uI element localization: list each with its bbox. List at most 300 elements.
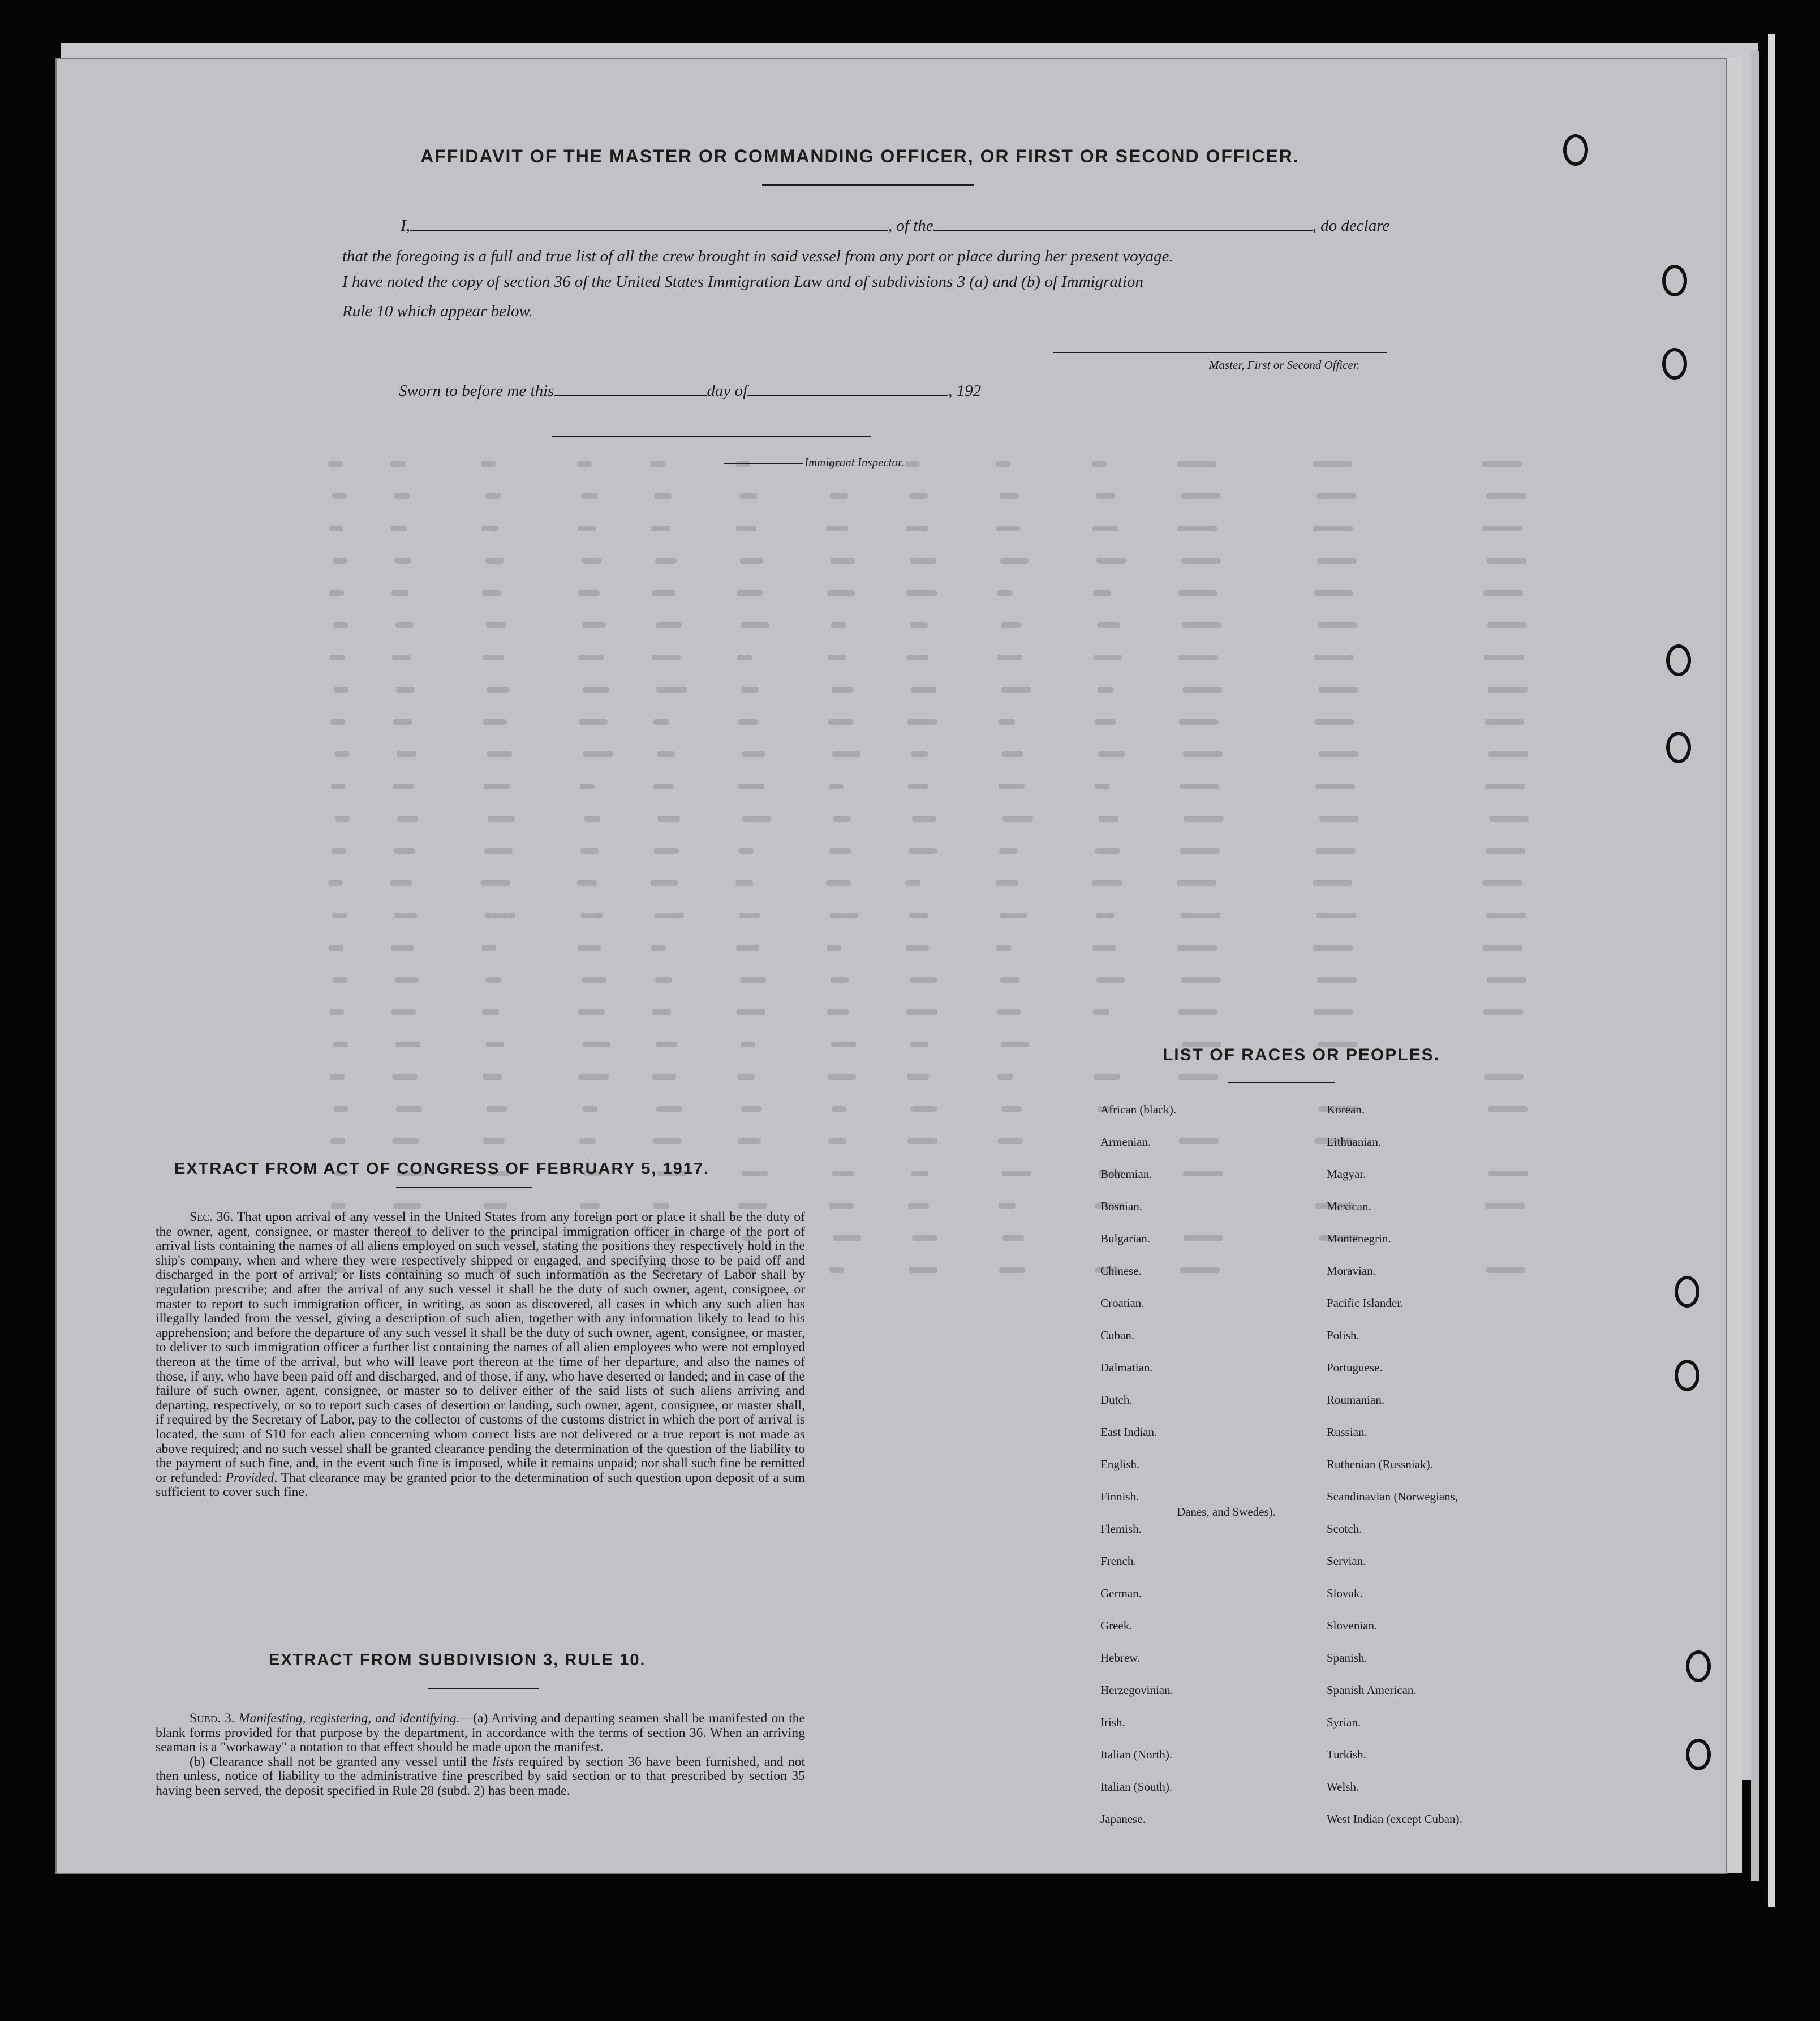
- bleed-through-mark: [831, 622, 846, 628]
- bleed-through-mark: [335, 816, 350, 822]
- bleed-through-mark: [1097, 622, 1120, 628]
- bleed-through-mark: [741, 1042, 755, 1047]
- bleed-through-mark: [738, 719, 758, 725]
- bleed-through-mark: [1098, 687, 1114, 693]
- bleed-through-mark: [483, 719, 507, 725]
- races-title-underline: [1228, 1082, 1335, 1083]
- bleed-through-mark: [582, 977, 606, 983]
- bleed-through-mark: [1319, 751, 1358, 757]
- affidavit-title: AFFIDAVIT OF THE MASTER OR COMMANDING OFFICER, OR FIRST OR SECOND OFFICER.: [420, 146, 1300, 166]
- page-edge: [1768, 34, 1775, 1907]
- bleed-through-mark: [328, 880, 343, 886]
- bleed-through-mark: [652, 1074, 676, 1080]
- bleed-through-mark: [1178, 655, 1218, 660]
- para-b-text: Clearance shall not be granted any vessel until the: [209, 1754, 488, 1769]
- race-item: Welsh.: [1327, 1780, 1359, 1794]
- race-item: Hebrew.: [1100, 1651, 1141, 1665]
- bleed-through-mark: [832, 751, 860, 757]
- bleed-through-mark: [910, 977, 937, 983]
- bleed-through-mark: [578, 1009, 605, 1015]
- bleed-through-mark: [330, 655, 345, 660]
- extract-rule-title: EXTRACT FROM SUBDIVISION 3, RULE 10.: [269, 1651, 646, 1669]
- bleed-through-mark: [484, 784, 510, 789]
- bleed-through-mark: [656, 1106, 682, 1112]
- bleed-through-mark: [1313, 526, 1353, 531]
- race-item: Lithuanian.: [1327, 1135, 1382, 1149]
- bleed-through-mark: [488, 816, 515, 822]
- bleed-through-mark: [826, 880, 851, 886]
- sworn-day-field[interactable]: [554, 382, 707, 396]
- race-item: Mexican.: [1327, 1199, 1371, 1213]
- bleed-through-mark: [1485, 784, 1525, 789]
- bleed-through-mark: [1484, 655, 1524, 660]
- bleed-through-mark: [390, 880, 412, 886]
- bleed-through-mark: [579, 655, 604, 660]
- bleed-through-mark: [333, 622, 348, 628]
- bleed-through-mark: [391, 1009, 416, 1015]
- bleed-through-mark: [651, 945, 666, 951]
- vessel-label: , of the: [888, 217, 933, 235]
- bleed-through-mark: [1482, 880, 1522, 886]
- bleed-through-mark: [1180, 1267, 1220, 1273]
- race-item: Spanish.: [1327, 1651, 1367, 1665]
- bleed-through-mark: [1313, 880, 1352, 886]
- extract-rule-underline: [428, 1688, 539, 1689]
- bleed-through-mark: [1181, 558, 1221, 564]
- race-item: Portuguese.: [1327, 1361, 1383, 1374]
- bleed-through-mark: [393, 1203, 421, 1209]
- bleed-through-mark: [1314, 590, 1353, 596]
- bleed-through-mark: [1315, 784, 1355, 789]
- bleed-through-mark: [1314, 655, 1354, 660]
- bleed-through-mark: [582, 1042, 610, 1047]
- race-item: Ruthenian (Russniak).: [1327, 1457, 1433, 1471]
- bleed-through-mark: [910, 622, 928, 628]
- title-underline: [762, 184, 974, 186]
- bleed-through-mark: [397, 816, 418, 822]
- bleed-through-mark: [1093, 1009, 1109, 1015]
- bleed-through-mark: [396, 1106, 422, 1112]
- bleed-through-mark: [1002, 751, 1023, 757]
- race-item: Dutch.: [1100, 1393, 1133, 1407]
- bleed-through-mark: [391, 526, 407, 531]
- bleed-through-mark: [997, 590, 1013, 596]
- bleed-through-mark: [391, 945, 414, 951]
- bleed-through-mark: [906, 526, 928, 531]
- bleed-through-mark: [1489, 816, 1529, 822]
- bleed-through-mark: [907, 1074, 929, 1080]
- bleed-through-mark: [1182, 687, 1222, 693]
- bleed-through-mark: [1317, 558, 1357, 564]
- bleed-through-mark: [331, 784, 346, 789]
- bleed-through-mark: [737, 1009, 765, 1015]
- bleed-through-mark: [486, 622, 506, 628]
- para-a-label: —(a): [459, 1711, 488, 1726]
- section-36-text: [156, 1210, 805, 1500]
- punch-hole-icon: [1666, 644, 1691, 676]
- race-item: English.: [1100, 1457, 1140, 1471]
- bleed-through-mark: [1483, 945, 1522, 951]
- bleed-through-mark: [578, 526, 596, 531]
- bleed-through-mark: [1096, 913, 1114, 918]
- bleed-through-mark: [1487, 558, 1526, 564]
- bleed-through-mark: [828, 655, 846, 660]
- bleed-through-mark: [738, 1203, 767, 1209]
- bleed-through-mark: [1486, 493, 1526, 499]
- bleed-through-mark: [481, 945, 496, 951]
- race-item: Greek.: [1100, 1619, 1133, 1632]
- bleed-through-mark: [395, 558, 411, 564]
- sworn-line: [399, 382, 981, 401]
- para-b-text-continued: required by section 36 have been furnished, and not then unless, notice of liability to the administrative fine prescribed by said section or to that prescribed by section 35 having been served, the deposit specified in Rule 28 (subd. 2) has been made.: [156, 1754, 806, 1798]
- race-item: German.: [1100, 1586, 1142, 1600]
- bleed-through-mark: [394, 913, 417, 918]
- bleed-through-mark: [391, 590, 408, 596]
- race-item: West Indian (except Cuban).: [1327, 1812, 1462, 1826]
- declarant-label: I,: [401, 217, 410, 235]
- bleed-through-mark: [1483, 526, 1522, 531]
- bleed-through-mark: [656, 622, 682, 628]
- bleed-through-mark: [828, 1138, 846, 1144]
- inspector-short-line: [724, 463, 803, 464]
- bleed-through-mark: [486, 1042, 504, 1047]
- bleed-through-mark: [485, 493, 501, 499]
- bleed-through-mark: [735, 880, 753, 886]
- section-36-proviso: That clearance may be granted prior to the determination of such question upon deposit of a sum sufficient to cover such fine.: [156, 1470, 805, 1500]
- bleed-through-mark: [911, 1106, 937, 1112]
- bleed-through-mark: [334, 751, 349, 757]
- race-item: Bohemian.: [1100, 1167, 1152, 1181]
- punch-hole-icon: [1686, 1739, 1711, 1770]
- bleed-through-mark: [333, 558, 347, 564]
- bleed-through-mark: [1486, 848, 1525, 854]
- race-item: Cuban.: [1100, 1328, 1135, 1342]
- section-label: Sec. 36.: [190, 1210, 234, 1224]
- bleed-through-mark: [395, 1042, 420, 1047]
- bleed-through-mark: [652, 1009, 671, 1015]
- bleed-through-mark: [1093, 590, 1111, 596]
- race-item: Turkish.: [1327, 1748, 1366, 1761]
- bleed-through-mark: [330, 1074, 345, 1080]
- punch-hole-icon: [1662, 348, 1687, 380]
- bleed-through-mark: [393, 719, 412, 725]
- bleed-through-mark: [1488, 1171, 1528, 1176]
- bleed-through-mark: [832, 687, 853, 693]
- bleed-through-mark: [396, 687, 415, 693]
- bleed-through-mark: [906, 590, 937, 596]
- race-item: Italian (South).: [1100, 1780, 1173, 1794]
- bleed-through-mark: [1178, 1009, 1217, 1015]
- bleed-through-mark: [999, 848, 1017, 854]
- bleed-through-mark: [1313, 461, 1352, 467]
- bleed-through-mark: [1098, 751, 1125, 757]
- bleed-through-mark: [1485, 719, 1524, 725]
- bleed-through-mark: [329, 526, 343, 531]
- page-edge: [1726, 57, 1742, 1873]
- bleed-through-mark: [907, 719, 937, 725]
- race-item: Armenian.: [1100, 1135, 1151, 1149]
- affidavit-line-4: Rule 10 which appear below.: [342, 302, 533, 320]
- bleed-through-mark: [1092, 880, 1122, 886]
- bleed-through-mark: [740, 558, 763, 564]
- bleed-through-mark: [485, 977, 501, 983]
- bleed-through-mark: [997, 1009, 1021, 1015]
- race-item: Dalmatian.: [1100, 1361, 1153, 1374]
- bleed-through-mark: [329, 1009, 344, 1015]
- bleed-through-mark: [908, 1203, 929, 1209]
- bleed-through-mark: [829, 1267, 844, 1273]
- bleed-through-mark: [829, 784, 844, 789]
- bleed-through-mark: [1178, 1074, 1218, 1080]
- bleed-through-mark: [583, 687, 609, 693]
- bleed-through-mark: [1181, 977, 1221, 983]
- bleed-through-mark: [487, 1106, 507, 1112]
- bleed-through-mark: [832, 1106, 846, 1112]
- bleed-through-mark: [332, 848, 346, 854]
- bleed-through-mark: [487, 751, 512, 757]
- race-item: Magyar.: [1327, 1167, 1366, 1181]
- bleed-through-mark: [583, 1106, 597, 1112]
- race-item: Bosnian.: [1100, 1199, 1143, 1213]
- bleed-through-mark: [998, 719, 1015, 725]
- bleed-through-mark: [828, 1074, 856, 1080]
- bleed-through-mark: [906, 945, 929, 951]
- bleed-through-mark: [390, 461, 405, 467]
- bleed-through-mark: [910, 1042, 928, 1047]
- bleed-through-mark: [738, 1138, 761, 1144]
- bleed-through-mark: [830, 913, 858, 918]
- affidavit-line-1: [401, 217, 1389, 235]
- bleed-through-mark: [656, 1042, 677, 1047]
- race-item: Croatian.: [1100, 1296, 1145, 1310]
- bleed-through-mark: [738, 784, 764, 789]
- bleed-through-mark: [1181, 493, 1220, 499]
- bleed-through-mark: [739, 913, 760, 918]
- bleed-through-mark: [996, 526, 1020, 531]
- bleed-through-mark: [655, 558, 677, 564]
- bleed-through-mark: [741, 1106, 761, 1112]
- sworn-month-field[interactable]: [747, 382, 948, 396]
- bleed-through-mark: [827, 526, 848, 531]
- bleed-through-mark: [481, 526, 498, 531]
- bleed-through-mark: [831, 558, 855, 564]
- bleed-through-mark: [580, 784, 595, 789]
- race-item: Japanese.: [1100, 1812, 1146, 1826]
- bleed-through-mark: [1184, 816, 1223, 822]
- vessel-name-field[interactable]: [933, 217, 1313, 231]
- rule-10-text: [156, 1712, 805, 1799]
- bleed-through-mark: [1092, 461, 1107, 467]
- bleed-through-mark: [577, 461, 592, 467]
- bleed-through-mark: [908, 784, 928, 789]
- bleed-through-mark: [1181, 913, 1220, 918]
- bleed-through-mark: [1002, 1235, 1024, 1241]
- bleed-through-mark: [1095, 848, 1120, 854]
- bleed-through-mark: [909, 493, 928, 499]
- bleed-through-mark: [653, 1203, 669, 1209]
- bleed-through-mark: [831, 977, 849, 983]
- declare-label: , do declare: [1312, 217, 1390, 235]
- bleed-through-mark: [1000, 913, 1027, 918]
- bleed-through-mark: [999, 1203, 1016, 1209]
- bleed-through-mark: [1488, 751, 1528, 757]
- signature-line[interactable]: [1053, 352, 1387, 353]
- bleed-through-mark: [581, 913, 603, 918]
- bleed-through-mark: [579, 719, 608, 725]
- bleed-through-mark: [735, 461, 750, 467]
- bleed-through-mark: [1179, 719, 1219, 725]
- bleed-through-mark: [906, 1009, 937, 1015]
- bleed-through-mark: [737, 1074, 755, 1080]
- race-item: Syrian.: [1327, 1715, 1361, 1729]
- affidavit-line-3: I have noted the copy of section 36 of the United States Immigration Law and of subdivisions 3 (a) and (b) of Immigration: [342, 273, 1144, 291]
- bleed-through-mark: [579, 1138, 596, 1144]
- race-item: Bulgarian.: [1100, 1232, 1151, 1245]
- bleed-through-mark: [1318, 687, 1358, 693]
- bleed-through-mark: [912, 816, 936, 822]
- punch-hole-icon: [1675, 1276, 1699, 1308]
- bleed-through-mark: [394, 848, 415, 854]
- bleed-through-mark: [392, 1074, 418, 1080]
- extract-act-underline: [396, 1187, 532, 1188]
- bleed-through-mark: [907, 655, 928, 660]
- bleed-through-mark: [742, 816, 771, 822]
- bleed-through-mark: [1177, 945, 1217, 951]
- bleed-through-mark: [739, 493, 757, 499]
- bleed-through-mark: [332, 913, 347, 918]
- bleed-through-mark: [485, 913, 515, 918]
- bleed-through-mark: [578, 590, 600, 596]
- bleed-through-mark: [1000, 558, 1029, 564]
- bleed-through-mark: [830, 493, 848, 499]
- bleed-through-mark: [1316, 848, 1356, 854]
- bleed-through-mark: [652, 655, 681, 660]
- document-page: [57, 59, 1726, 1873]
- bleed-through-mark: [653, 719, 669, 725]
- bleed-through-mark: [1002, 1171, 1031, 1176]
- race-item: Korean.: [1327, 1103, 1365, 1116]
- bleed-through-mark: [996, 461, 1010, 467]
- race-item: East Indian.: [1100, 1425, 1158, 1439]
- bleed-through-mark: [829, 1203, 854, 1209]
- bleed-through-mark: [1177, 880, 1216, 886]
- bleed-through-mark: [905, 880, 920, 886]
- bleed-through-mark: [328, 461, 343, 467]
- race-item: Danes, and Swedes).: [1177, 1505, 1276, 1519]
- bleed-through-mark: [997, 1074, 1013, 1080]
- race-item: Servian.: [1327, 1554, 1366, 1568]
- race-item: Irish.: [1100, 1715, 1125, 1729]
- bleed-through-mark: [831, 1042, 856, 1047]
- bleed-through-mark: [997, 655, 1022, 660]
- bleed-through-mark: [394, 493, 410, 499]
- bleed-through-mark: [652, 590, 675, 596]
- bleed-through-mark: [397, 751, 416, 757]
- bleed-through-mark: [1183, 1171, 1223, 1176]
- bleed-through-mark: [737, 655, 752, 660]
- bleed-through-mark: [484, 848, 513, 854]
- bleed-through-mark: [1183, 751, 1223, 757]
- bleed-through-mark: [833, 1235, 861, 1241]
- bleed-through-mark: [481, 880, 510, 886]
- bleed-through-mark: [833, 816, 851, 822]
- bleed-through-mark: [832, 1171, 854, 1176]
- bleed-through-mark: [483, 655, 504, 660]
- bleed-through-mark: [829, 848, 851, 854]
- page-edge: [1751, 51, 1759, 1881]
- bleed-through-mark: [330, 1138, 345, 1144]
- provided-label: Provided,: [225, 1470, 278, 1485]
- bleed-through-mark: [657, 751, 675, 757]
- para-b-lists-word: lists: [492, 1754, 514, 1769]
- day-of-label: day of: [707, 382, 748, 400]
- bleed-through-mark: [909, 1267, 937, 1273]
- bleed-through-mark: [1487, 977, 1526, 983]
- declarant-name-field[interactable]: [410, 217, 888, 231]
- bleed-through-mark: [485, 558, 504, 564]
- sworn-label: Sworn to before me this: [399, 382, 554, 400]
- bleed-through-mark: [1319, 816, 1359, 822]
- bleed-through-mark: [393, 784, 414, 789]
- bleed-through-mark: [910, 558, 936, 564]
- bleed-through-mark: [1001, 1106, 1022, 1112]
- race-item: Scotch.: [1327, 1522, 1362, 1536]
- bleed-through-mark: [1484, 1074, 1524, 1080]
- bleed-through-mark: [332, 493, 347, 499]
- bleed-through-mark: [482, 1009, 499, 1015]
- bleed-through-mark: [654, 848, 679, 854]
- bleed-through-mark: [1001, 622, 1021, 628]
- bleed-through-mark: [657, 816, 680, 822]
- extract-act-title: EXTRACT FROM ACT OF CONGRESS OF FEBRUARY 5, 1917.: [174, 1160, 710, 1178]
- bleed-through-mark: [582, 622, 605, 628]
- bleed-through-mark: [737, 590, 763, 596]
- bleed-through-mark: [577, 880, 597, 886]
- bleed-through-mark: [1001, 1042, 1029, 1047]
- bleed-through-mark: [1178, 590, 1217, 596]
- race-item: French.: [1100, 1554, 1137, 1568]
- bleed-through-mark: [333, 1042, 348, 1047]
- bleed-through-mark: [1486, 913, 1526, 918]
- inspector-caption: Immigrant Inspector.: [804, 455, 905, 469]
- bleed-through-mark: [1315, 719, 1354, 725]
- bleed-through-mark: [1094, 1074, 1120, 1080]
- bleed-through-mark: [1096, 558, 1126, 564]
- bleed-through-mark: [741, 622, 769, 628]
- bleed-through-mark: [653, 1138, 681, 1144]
- bleed-through-mark: [742, 1171, 768, 1176]
- bleed-through-mark: [1317, 977, 1357, 983]
- bleed-through-mark: [996, 945, 1011, 951]
- bleed-through-mark: [911, 687, 936, 693]
- bleed-through-mark: [907, 1138, 937, 1144]
- race-item: Scandinavian (Norwegians,: [1327, 1490, 1458, 1503]
- bleed-through-mark: [1177, 461, 1216, 467]
- bleed-through-mark: [483, 1138, 505, 1144]
- subdivision-heading: Manifesting, registering, and identifying.: [238, 1711, 460, 1726]
- bleed-through-mark: [1179, 1138, 1219, 1144]
- bleed-through-mark: [1488, 687, 1528, 693]
- affidavit-line-2: that the foregoing is a full and true list of all the crew brought in said vessel from any port or place during her present voyage.: [342, 247, 1173, 265]
- inspector-signature-line[interactable]: [552, 436, 871, 437]
- race-item: Roumanian.: [1327, 1393, 1385, 1407]
- bleed-through-mark: [655, 977, 672, 983]
- bleed-through-mark: [1180, 784, 1219, 789]
- bleed-through-mark: [740, 977, 766, 983]
- bleed-through-mark: [905, 461, 920, 467]
- section-36-body: That upon arrival of any vessel in the United States from any foreign port or place it shall be the duty of the owner, agent, consignee, or master thereof to deliver to the principal immigration officer in charge of the port of arrival lists containing the names of all aliens employed on such vessel, stating the positions they respectively hold in the ship's company, when and where they were respectively shipped or engaged, and specifying those to be paid off and discharged in the port of arrival; or lists containing so much of such information as the Secretary of Labor shall by regulation prescribe; and after the arrival of any such vessel it shall be the duty of such owner, agent, consignee, or master to report to such immigration officer, in writing, as soon as discovered, all cases in which any such alien has illegally landed from the vessel, giving a description of such alien, together with any information likely to lead to his apprehension; and before the departure of any such vessel it shall be the duty of such owner, agent, consignee, or master, to deliver to such immigration officer a further list containing the names of all alien employees who were not employed thereon at the time of the arrival, but who will leave port thereon at the time of her departure, and also the names of those, if any, who have been paid off and discharged, and of those, if any, who have deserted or landed; and in case of the failure of such owner, agent, consignee, or master so to deliver either of the said lists of such aliens arriving and departing, respectively, or so to report such cases of desertion or landing, such owner, agent, consignee, or master shall, if required by the Secretary of Labor, pay to the collector of customs of the customs district in which the port of arrival is located, the sum of $10 for each alien concerning whom correct lists are not delivered or a true report is not made as above required; and no such vessel shall be granted clearance pending the determination of the question of the liability to the payment of such fine, and, in the event such fine is imposed, while it remains unpaid; nor shall such fine be remitted or refunded:: [156, 1210, 805, 1485]
- bleed-through-mark: [1483, 590, 1523, 596]
